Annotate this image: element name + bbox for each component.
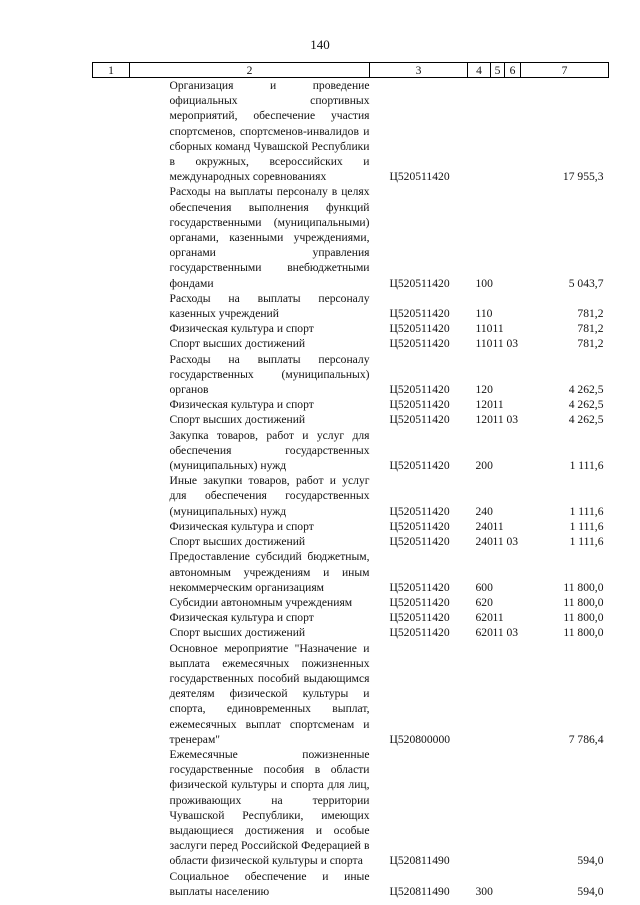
row-amount: 1 111,6 xyxy=(569,519,604,533)
row-empty-cell xyxy=(93,78,130,185)
row-subsection: 03 xyxy=(506,413,519,427)
table-row xyxy=(93,412,609,427)
row-amount: 781,2 xyxy=(577,337,604,351)
row-amount: 11 800,0 xyxy=(563,626,604,640)
table-row xyxy=(93,610,609,625)
row-name: Расходы на выплаты персоналу в целях обеспечения выполнения функций государственными (муниципальными) органами, казенными учреждениями, органами управления государственными внебюджетными фондами xyxy=(169,185,370,290)
row-subsection xyxy=(505,473,521,519)
col-header-7: 7 xyxy=(521,63,609,78)
row-target-article: Ц520511420 xyxy=(389,611,450,625)
table-row xyxy=(93,352,609,398)
table-row xyxy=(93,534,609,549)
row-expense-type: 100 xyxy=(475,276,493,290)
row-amount: 17 955,3 xyxy=(562,170,604,184)
row-amount: 11 800,0 xyxy=(563,595,604,609)
row-expense-type: 200 xyxy=(475,459,493,473)
col-header-5: 5 xyxy=(491,63,505,78)
row-amount: 594,0 xyxy=(577,854,604,868)
table-row xyxy=(93,473,609,519)
row-name: Физическая культура и спорт xyxy=(169,322,314,336)
row-expense-type xyxy=(468,641,491,747)
row-subsection xyxy=(505,641,521,747)
row-section xyxy=(491,291,505,321)
row-subsection xyxy=(505,747,521,869)
row-empty-cell xyxy=(93,352,130,398)
row-amount: 781,2 xyxy=(577,322,604,336)
col-header-6: 6 xyxy=(505,63,521,78)
row-name: Спорт высших достижений xyxy=(169,626,306,640)
row-name: Расходы на выплаты персоналу казенных учреждений xyxy=(169,291,370,321)
row-subsection xyxy=(505,428,521,474)
row-expense-type: 120 xyxy=(475,383,493,397)
row-target-article: Ц520511420 xyxy=(389,626,450,640)
row-expense-type: 620 xyxy=(475,611,493,625)
row-subsection xyxy=(505,78,521,185)
row-section xyxy=(491,78,505,185)
row-subsection xyxy=(505,184,521,290)
row-target-article: Ц520511420 xyxy=(389,383,450,397)
row-subsection xyxy=(505,291,521,321)
row-expense-type: 110 xyxy=(475,307,493,321)
row-expense-type: 240 xyxy=(475,519,493,533)
table-row xyxy=(93,397,609,412)
row-target-article: Ц520511420 xyxy=(389,170,450,184)
row-amount: 4 262,5 xyxy=(568,383,604,397)
row-name: Физическая культура и спорт xyxy=(169,611,314,625)
row-expense-type: 120 xyxy=(475,413,493,427)
row-target-article: Ц520511420 xyxy=(389,276,450,290)
row-subsection xyxy=(505,519,521,534)
row-section: 11 xyxy=(492,611,504,625)
row-subsection xyxy=(505,595,521,610)
table-row xyxy=(93,291,609,321)
row-expense-type: 600 xyxy=(475,580,493,594)
table-row xyxy=(93,625,609,640)
col-header-4: 4 xyxy=(468,63,491,78)
table-row xyxy=(93,184,609,290)
row-expense-type: 620 xyxy=(475,595,493,609)
row-empty-cell xyxy=(93,336,130,351)
table-row xyxy=(93,869,609,899)
row-name: Ежемесячные пожизненные государственные пособия в области физической культуры и спорта для лиц, проживающих на территории Чувашской Республики, имеющих выдающиеся достижения и особые заслуги перед Российской Федерацией в области физической культуры и спорта xyxy=(169,747,370,868)
col-header-2: 2 xyxy=(130,63,370,78)
row-target-article: Ц520511420 xyxy=(389,307,450,321)
row-amount: 4 262,5 xyxy=(568,398,604,412)
row-target-article: Ц520511420 xyxy=(389,398,450,412)
row-empty-cell xyxy=(93,641,130,747)
row-target-article: Ц520511420 xyxy=(389,519,450,533)
row-empty-cell xyxy=(93,549,130,595)
row-target-article: Ц520511420 xyxy=(389,580,450,594)
row-section: 11 xyxy=(492,535,504,549)
row-subsection: 03 xyxy=(506,535,519,549)
row-amount: 594,0 xyxy=(577,884,604,898)
row-empty-cell xyxy=(93,747,130,869)
row-name: Закупка товаров, работ и услуг для обеспечения государственных (муниципальных) нужд xyxy=(169,428,370,473)
row-target-article: Ц520511420 xyxy=(389,337,450,351)
row-expense-type: 120 xyxy=(475,398,493,412)
row-name: Расходы на выплаты персоналу государственных (муниципальных) органов xyxy=(169,352,370,397)
row-empty-cell xyxy=(93,412,130,427)
row-amount: 7 786,4 xyxy=(568,732,604,746)
row-target-article: Ц520511420 xyxy=(389,413,450,427)
row-amount: 4 262,5 xyxy=(568,413,604,427)
row-empty-cell xyxy=(93,534,130,549)
table-row xyxy=(93,78,609,185)
row-subsection: 03 xyxy=(506,337,519,351)
row-target-article: Ц520511420 xyxy=(389,535,450,549)
table-body xyxy=(93,78,609,899)
table-row xyxy=(93,549,609,595)
page-number: 140 xyxy=(310,37,330,52)
table-row xyxy=(93,595,609,610)
row-name: Спорт высших достижений xyxy=(169,535,306,549)
table-row xyxy=(93,519,609,534)
row-empty-cell xyxy=(93,184,130,290)
row-amount: 1 111,6 xyxy=(569,459,604,473)
row-empty-cell xyxy=(93,519,130,534)
row-name: Иные закупки товаров, работ и услуг для обеспечения государственных (муниципальных) нужд xyxy=(169,474,370,518)
row-amount: 781,2 xyxy=(577,307,604,321)
budget-table xyxy=(92,62,609,899)
row-name: Физическая культура и спорт xyxy=(169,519,314,533)
row-empty-cell xyxy=(93,291,130,321)
row-empty-cell xyxy=(93,595,130,610)
row-section: 11 xyxy=(492,337,504,351)
row-name: Предоставление субсидий бюджетным, автономным учреждениям и иным некоммерческим организациям xyxy=(169,550,370,594)
row-expense-type xyxy=(468,747,491,869)
row-section: 11 xyxy=(492,413,504,427)
row-section: 11 xyxy=(492,398,504,412)
table-row xyxy=(93,336,609,351)
row-empty-cell xyxy=(93,625,130,640)
row-section xyxy=(491,641,505,747)
row-subsection xyxy=(505,869,521,899)
row-subsection xyxy=(505,321,521,336)
row-section: 11 xyxy=(492,626,504,640)
row-target-article: Ц520511420 xyxy=(389,322,450,336)
row-target-article: Ц520511420 xyxy=(389,595,450,609)
row-empty-cell xyxy=(93,428,130,474)
row-expense-type: 240 xyxy=(475,504,493,518)
row-section xyxy=(491,184,505,290)
row-name: Субсидии автономным учреждениям xyxy=(169,595,353,609)
row-expense-type xyxy=(468,78,491,185)
row-empty-cell xyxy=(93,397,130,412)
row-empty-cell xyxy=(93,473,130,519)
row-name: Физическая культура и спорт xyxy=(169,398,314,412)
row-expense-type: 110 xyxy=(475,322,493,336)
row-amount: 11 800,0 xyxy=(563,611,604,625)
row-name: Основное мероприятие "Назначение и выплата ежемесячных пожизненных государственных пособий выдающимся деятелям физической культуры и спорта, единовременных выплат, ежемесячных выплат спортсменам и тренерам" xyxy=(169,641,370,746)
table-row xyxy=(93,747,609,869)
row-subsection xyxy=(505,549,521,595)
row-empty-cell xyxy=(93,321,130,336)
col-header-3: 3 xyxy=(370,63,468,78)
row-name: Социальное обеспечение и иные выплаты населению xyxy=(169,869,370,898)
row-expense-type: 110 xyxy=(475,337,493,351)
row-subsection: 03 xyxy=(506,626,519,640)
row-subsection xyxy=(505,610,521,625)
row-section: 11 xyxy=(492,322,504,336)
table-row xyxy=(93,321,609,336)
row-section: 11 xyxy=(492,519,504,533)
row-expense-type: 620 xyxy=(475,626,493,640)
row-amount: 1 111,6 xyxy=(569,535,604,549)
table-row xyxy=(93,428,609,474)
row-subsection xyxy=(505,397,521,412)
row-target-article: Ц520800000 xyxy=(389,732,451,746)
row-empty-cell xyxy=(93,869,130,899)
row-amount: 1 111,6 xyxy=(569,504,604,518)
row-target-article: Ц520511420 xyxy=(389,504,450,518)
row-amount: 5 043,7 xyxy=(568,276,604,290)
table-header xyxy=(93,63,609,78)
row-name: Организация и проведение официальных спортивных мероприятий, обеспечение участия спортсменов, спортсменов-инвалидов и сборных команд Чувашской Республики в окружных, всероссийских и международных соревнованиях xyxy=(169,79,370,184)
row-expense-type: 240 xyxy=(475,535,493,549)
row-target-article: Ц520511420 xyxy=(389,459,450,473)
row-name: Спорт высших достижений xyxy=(169,413,306,427)
row-target-article: Ц520811490 xyxy=(389,884,450,898)
row-amount: 11 800,0 xyxy=(563,580,604,594)
row-subsection xyxy=(505,352,521,398)
row-section xyxy=(491,747,505,869)
col-header-1: 1 xyxy=(93,63,130,78)
table-row xyxy=(93,641,609,747)
row-empty-cell xyxy=(93,610,130,625)
row-name: Спорт высших достижений xyxy=(169,337,306,351)
row-target-article: Ц520811490 xyxy=(389,854,450,868)
row-expense-type: 300 xyxy=(475,884,493,898)
